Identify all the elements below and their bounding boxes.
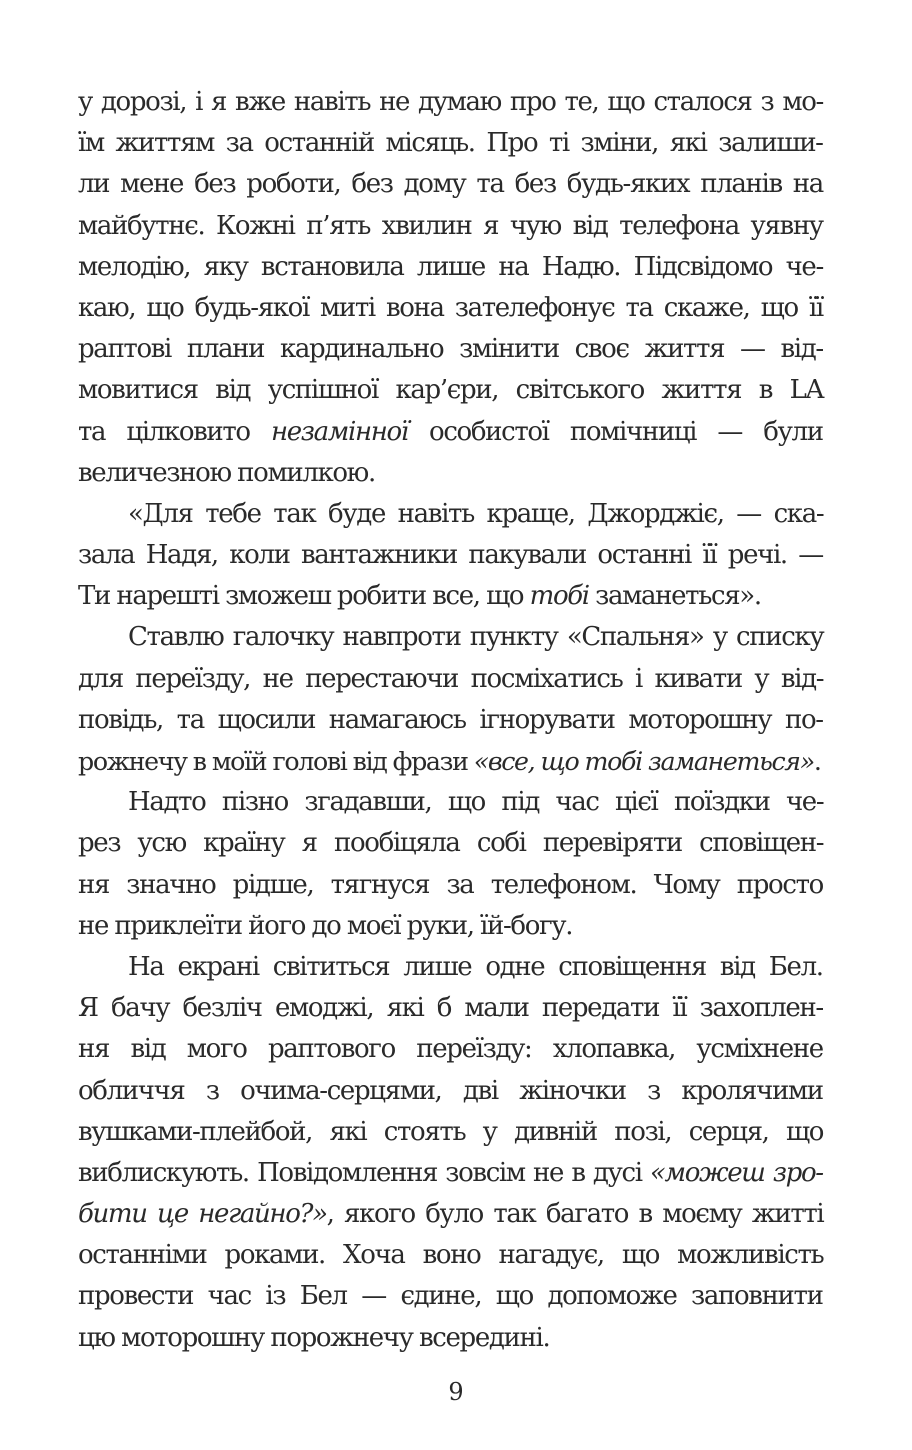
text-segment: повідь, та щосили намагаюсь ігнорувати моторошну по- [78,704,823,735]
text-line [78,123,823,164]
text-line [78,1276,823,1317]
text-segment: майбутнє. Кожні п’ять хвилин я чую від телефона уявну [78,210,823,241]
text-line [78,823,823,864]
text-segment: останніми роками. Хоча воно нагадує, що можливість [78,1240,824,1271]
text-segment: мовитися від успішної кар’єри, світського життя в LA [78,375,823,406]
text-segment: мелодію, яку встановила лише на Надю. Підсвідомо че- [78,251,823,282]
text-segment: рез усю країну я пообіцяла собі перевіряти сповіщен- [78,828,824,859]
text-line [78,1153,823,1194]
text-segment: їм життям за останній місяць. Про ті зміни, які залиши- [78,128,823,159]
text-segment: вушками-плейбой, які стоять у дивній позі, серця, що [78,1116,824,1147]
text-segment: ня значно рідше, тягнуся за телефоном. Чому просто [78,869,823,900]
text-line [78,576,823,617]
italic-text: незамінної [270,416,408,447]
text-line [78,288,823,329]
text-line [78,329,823,370]
text-segment: ли мене без роботи, без дому та без будь-яких планів на [78,169,823,200]
text-segment: для переїзду, не перестаючи посміхатись і кивати у від- [78,663,824,694]
text-line [78,247,823,288]
text-line [78,947,823,988]
text-segment: обличчя з очима-серцями, дві жіночки з кролячими [78,1075,823,1106]
text-line [78,1235,823,1276]
italic-text: «можеш зро- [649,1157,823,1188]
text-line [78,617,823,658]
text-line [78,494,823,535]
text-segment: На екрані світиться лише одне сповіщення від Бел. [128,951,823,982]
text-segment: провести час із Бел — єдине, що допоможе заповнити [78,1281,823,1312]
text-segment: ня від мого раптового переїзду: хлопавка, усміхнене [78,1034,823,1065]
text-segment: раптові плани кардинально змінити своє життя — від- [78,334,823,365]
text-line [78,700,823,741]
text-segment: особистої помічниці — були [407,416,823,447]
text-segment: Ставлю галочку навпроти пункту «Спальня» у списку [128,622,824,653]
text-line [78,988,823,1029]
text-segment: величезною помилкою. [78,457,375,488]
text-segment: зала Надя, коли вантажники пакували останні її речі. — [78,540,823,571]
text-segment: не приклеїти його до моєї руки, їй-богу. [78,910,573,941]
text-segment: «Для тебе так буде навіть краще, Джорджіє, — ска- [128,498,824,529]
text-line [78,206,823,247]
page-number: 9 [448,1378,464,1406]
text-segment: рожнечу в моїй голові від фрази [78,747,474,776]
text-line [78,1194,823,1235]
text-line [78,370,823,411]
text-line [78,741,823,782]
text-segment: заманеться». [588,581,761,612]
text-segment: та цілковито [78,416,271,447]
text-segment: каю, що будь-якої миті вона зателефонує та скаже, що її [78,292,823,323]
text-line [78,865,823,906]
text-line [78,453,823,494]
text-segment: Надто пізно згадавши, що під час цієї поїздки че- [128,787,824,818]
text-line [78,1029,823,1070]
text-line [78,906,823,947]
text-line [78,1071,823,1112]
text-segment: у дорозі, і я вже навіть не думаю про те, що сталося з мо- [78,87,823,117]
italic-text: «все, що тобі заманеться» [473,747,814,776]
text-line [78,782,823,823]
text-segment: . [813,747,821,776]
text-segment: , якого було так багато в моєму житті [326,1199,824,1230]
text-segment: цю моторошну порожнечу всередині. [78,1322,550,1353]
italic-text: тобі [529,581,589,612]
text-line [78,412,823,453]
text-line [78,1318,823,1359]
text-line [78,1112,823,1153]
text-segment: Ти нарешті зможеш робити все, що [78,581,530,612]
text-segment: Я бачу безліч емоджі, які б мали передати її захоплен- [78,993,823,1024]
italic-text: бити це негайно?» [78,1199,327,1230]
text-line [78,535,823,576]
text-line [78,82,823,123]
body-text [78,82,823,1359]
text-segment: виблискують. Повідомлення зовсім не в дусі [78,1157,650,1188]
text-line [78,659,823,700]
text-line [78,164,823,205]
